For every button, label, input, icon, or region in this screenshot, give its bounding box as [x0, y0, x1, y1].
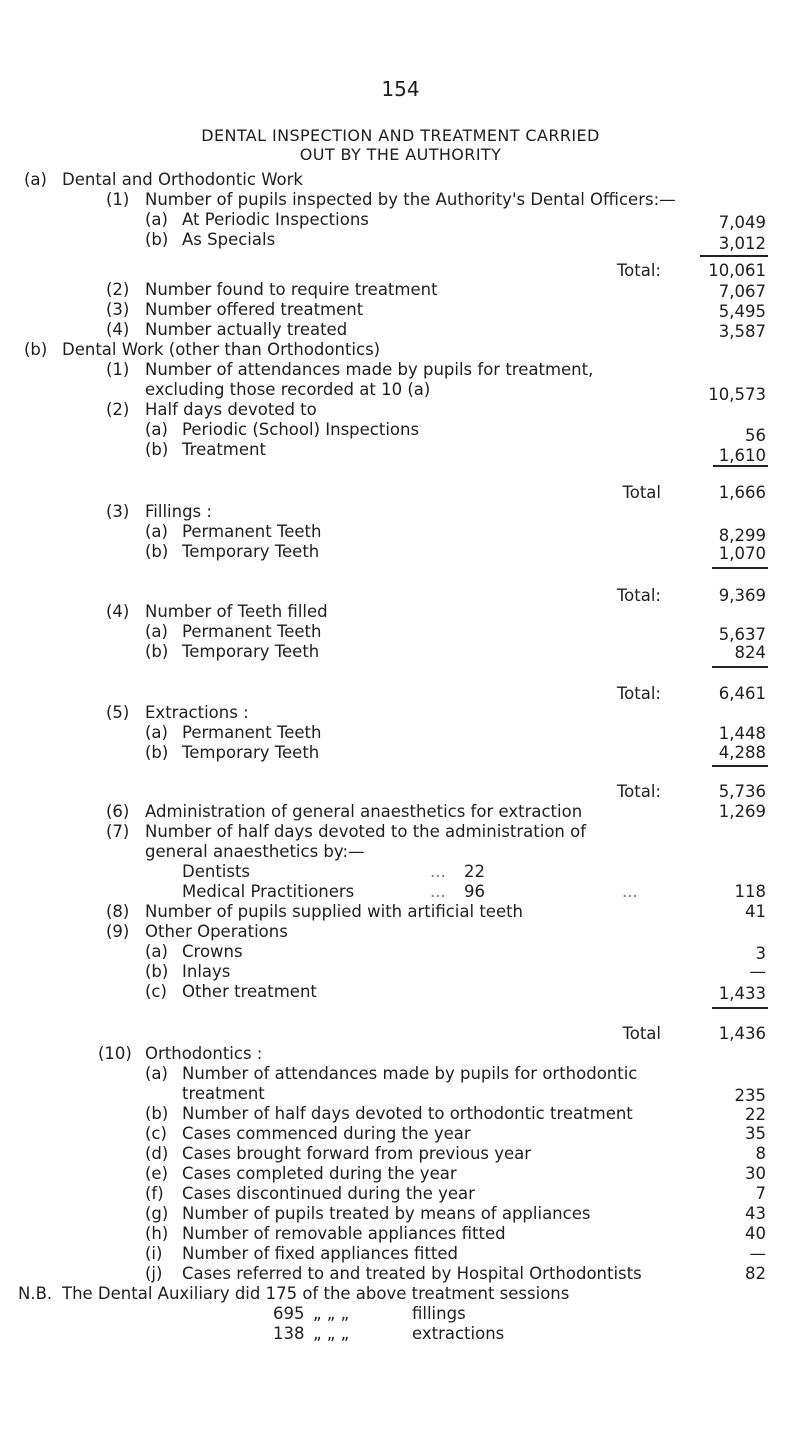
a3-num: (3) — [106, 300, 130, 319]
a1b-text: As Specials — [182, 230, 276, 249]
b10g-label: (g) — [145, 1204, 169, 1223]
b4-total-value: 6,461 — [718, 684, 766, 703]
b9c-label: (c) — [145, 982, 167, 1001]
a1-text: Number of pupils inspected by the Authority's Dental Officers:— — [145, 190, 676, 209]
section-b-heading: Dental Work (other than Orthodontics) — [62, 340, 381, 359]
b7-text-2: general anaesthetics by:— — [145, 842, 365, 861]
b10h-label: (h) — [145, 1224, 169, 1243]
a1a-text: At Periodic Inspections — [182, 210, 369, 229]
b9a-value: 3 — [755, 944, 766, 963]
b3a-value: 8,299 — [718, 526, 766, 545]
b8-text: Number of pupils supplied with artificial teeth — [145, 902, 524, 921]
b2-total-value: 1,666 — [718, 483, 766, 502]
b7-dentists-value: 22 — [464, 862, 485, 881]
b6-text: Administration of general anaesthetics for extraction — [145, 802, 583, 821]
a1a-label: (a) — [145, 210, 168, 229]
b2a-label: (a) — [145, 420, 168, 439]
note-line-3-text: extractions — [412, 1324, 505, 1343]
page-number: 154 — [381, 77, 420, 101]
page-title: DENTAL INSPECTION AND TREATMENT CARRIED — [201, 126, 600, 145]
b9-total-label: Total — [622, 1024, 661, 1043]
a1b-value: 3,012 — [718, 234, 766, 253]
b4b-text: Temporary Teeth — [182, 642, 320, 661]
b4a-value: 5,637 — [718, 625, 766, 644]
total-rule — [712, 567, 768, 569]
b10i-label: (i) — [145, 1244, 163, 1263]
b1-text-1: Number of attendances made by pupils for treatment, — [145, 360, 594, 379]
b2b-text: Treatment — [182, 440, 266, 459]
b10c-value: 35 — [745, 1124, 766, 1143]
b9-total-value: 1,436 — [718, 1024, 766, 1043]
note-line-2-marks: „ „ „ — [313, 1304, 350, 1323]
b10-num: (10) — [98, 1044, 132, 1063]
b10i-text: Number of fixed appliances fitted — [182, 1244, 459, 1263]
b2b-value: 1,610 — [718, 446, 766, 465]
b10e-text: Cases completed during the year — [182, 1164, 457, 1183]
b2-num: (2) — [106, 400, 130, 419]
b2b-label: (b) — [145, 440, 169, 459]
a2-text: Number found to require treatment — [145, 280, 438, 299]
page-subtitle: OUT BY THE AUTHORITY — [299, 145, 502, 164]
note-line-3-marks: „ „ „ — [313, 1324, 350, 1343]
b4a-text: Permanent Teeth — [182, 622, 322, 641]
a1b-label: (b) — [145, 230, 169, 249]
b5b-value: 4,288 — [718, 743, 766, 762]
b4-text: Number of Teeth filled — [145, 602, 328, 621]
b10f-text: Cases discontinued during the year — [182, 1184, 475, 1203]
note-label: N.B. — [18, 1284, 53, 1303]
b7-num: (7) — [106, 822, 130, 841]
b9a-text: Crowns — [182, 942, 243, 961]
b10d-value: 8 — [755, 1144, 766, 1163]
b9-num: (9) — [106, 922, 130, 941]
b7-text-1: Number of half days devoted to the administration of — [145, 822, 587, 841]
b10c-text: Cases commenced during the year — [182, 1124, 471, 1143]
b10e-value: 30 — [745, 1164, 766, 1183]
b3a-text: Permanent Teeth — [182, 522, 322, 541]
b3-total-value: 9,369 — [718, 586, 766, 605]
b3-text: Fillings : — [145, 502, 212, 521]
b7-dentists-label: Dentists — [182, 862, 251, 881]
b5a-label: (a) — [145, 723, 168, 742]
b10a-value: 235 — [734, 1086, 766, 1105]
a3-text: Number offered treatment — [145, 300, 364, 319]
a1-num: (1) — [106, 190, 130, 209]
total-rule — [700, 255, 768, 257]
b9-text: Other Operations — [145, 922, 288, 941]
b10e-label: (e) — [145, 1164, 169, 1183]
b5a-text: Permanent Teeth — [182, 723, 322, 742]
a4-num: (4) — [106, 320, 130, 339]
note-line-1: The Dental Auxiliary did 175 of the above treatment sessions — [62, 1284, 570, 1303]
b10i-value: — — [749, 1244, 766, 1263]
b7-dentists-dots: ... — [430, 862, 446, 881]
b7-medical-value: 96 — [464, 882, 485, 901]
b9b-value: — — [749, 962, 766, 981]
b10g-text: Number of pupils treated by means of appliances — [182, 1204, 591, 1223]
b7-total-dots: ... — [622, 882, 638, 901]
a2-num: (2) — [106, 280, 130, 299]
b3-num: (3) — [106, 502, 130, 521]
a1-total-label: Total: — [616, 261, 661, 280]
b10f-label: (f) — [145, 1184, 164, 1203]
b10-text: Orthodontics : — [145, 1044, 263, 1063]
b3a-label: (a) — [145, 522, 168, 541]
a2-value: 7,067 — [718, 282, 766, 301]
b9c-value: 1,433 — [718, 984, 766, 1003]
b2a-value: 56 — [745, 426, 766, 445]
total-rule — [712, 666, 768, 668]
b3b-value: 1,070 — [718, 544, 766, 563]
total-rule — [712, 1007, 768, 1009]
section-a-label: (a) — [24, 170, 47, 189]
note-line-2-num: 695 — [273, 1304, 305, 1323]
b9b-label: (b) — [145, 962, 169, 981]
b3b-text: Temporary Teeth — [182, 542, 320, 561]
b4b-value: 824 — [734, 643, 766, 662]
b10d-label: (d) — [145, 1144, 169, 1163]
b2-total-label: Total — [622, 483, 661, 502]
b2-text: Half days devoted to — [145, 400, 317, 419]
b9c-text: Other treatment — [182, 982, 317, 1001]
b1-text-2: excluding those recorded at 10 (a) — [145, 380, 431, 399]
b4b-label: (b) — [145, 642, 169, 661]
b10j-text: Cases referred to and treated by Hospital Orthodontists — [182, 1264, 642, 1283]
b1-num: (1) — [106, 360, 130, 379]
b8-num: (8) — [106, 902, 130, 921]
total-rule — [713, 465, 768, 467]
b3-total-label: Total: — [616, 586, 661, 605]
b8-value: 41 — [745, 902, 766, 921]
b6-value: 1,269 — [718, 802, 766, 821]
b3b-label: (b) — [145, 542, 169, 561]
b5-total-label: Total: — [616, 782, 661, 801]
b1-value: 10,573 — [708, 385, 766, 404]
b10j-label: (j) — [145, 1264, 163, 1283]
b6-num: (6) — [106, 802, 130, 821]
b10j-value: 82 — [745, 1264, 766, 1283]
b5-text: Extractions : — [145, 703, 249, 722]
note-line-3-num: 138 — [273, 1324, 305, 1343]
b7-value: 118 — [734, 882, 766, 901]
a4-text: Number actually treated — [145, 320, 348, 339]
a4-value: 3,587 — [718, 322, 766, 341]
b5-total-value: 5,736 — [718, 782, 766, 801]
b10a-text-2: treatment — [182, 1084, 265, 1103]
b5a-value: 1,448 — [718, 724, 766, 743]
b10b-text: Number of half days devoted to orthodontic treatment — [182, 1104, 633, 1123]
b10a-text-1: Number of attendances made by pupils for orthodontic — [182, 1064, 638, 1083]
b4-num: (4) — [106, 602, 130, 621]
b10h-text: Number of removable appliances fitted — [182, 1224, 506, 1243]
b10g-value: 43 — [745, 1204, 766, 1223]
b10c-label: (c) — [145, 1124, 167, 1143]
b10a-label: (a) — [145, 1064, 168, 1083]
a1-total-value: 10,061 — [708, 261, 766, 280]
total-rule — [712, 765, 768, 767]
b5b-label: (b) — [145, 743, 169, 762]
b10b-value: 22 — [745, 1105, 766, 1124]
b5-num: (5) — [106, 703, 130, 722]
b7-medical-dots: ... — [430, 882, 446, 901]
a1a-value: 7,049 — [718, 213, 766, 232]
b10d-text: Cases brought forward from previous year — [182, 1144, 532, 1163]
b9b-text: Inlays — [182, 962, 231, 981]
b2a-text: Periodic (School) Inspections — [182, 420, 420, 439]
b10f-value: 7 — [755, 1184, 766, 1203]
b10h-value: 40 — [745, 1224, 766, 1243]
b4a-label: (a) — [145, 622, 168, 641]
b10b-label: (b) — [145, 1104, 169, 1123]
a3-value: 5,495 — [718, 302, 766, 321]
section-b-label: (b) — [24, 340, 48, 359]
b7-medical-label: Medical Practitioners — [182, 882, 355, 901]
note-line-2-text: fillings — [412, 1304, 466, 1323]
b4-total-label: Total: — [616, 684, 661, 703]
b5b-text: Temporary Teeth — [182, 743, 320, 762]
b9a-label: (a) — [145, 942, 168, 961]
section-a-heading: Dental and Orthodontic Work — [62, 170, 303, 189]
